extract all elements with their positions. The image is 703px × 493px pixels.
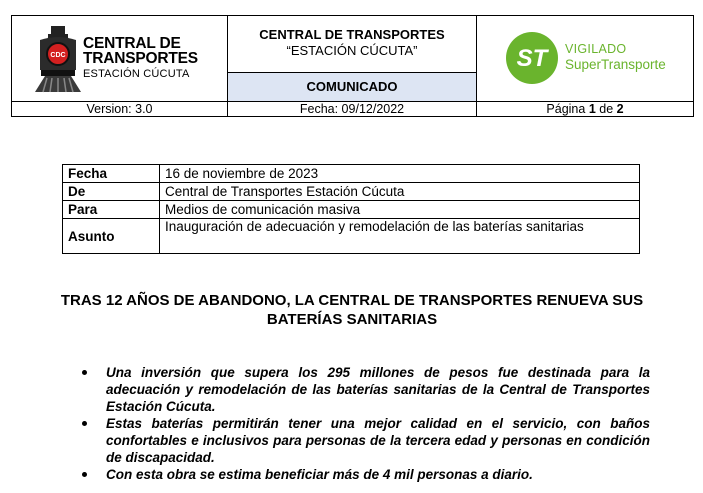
info-table — [62, 164, 640, 254]
document-header — [11, 15, 694, 117]
row-value: Medios de comunicación masiva — [160, 201, 640, 219]
logo-name-line1: CENTRAL DE — [83, 35, 181, 52]
header-title-block — [228, 16, 476, 73]
list-item-text: Una inversión que supera los 295 millones de pesos fue destinada para la adecuación y remodelación de las baterías sanitarias de la Central de Transportes Estación Cúcuta. — [106, 365, 650, 414]
bullet-icon — [82, 421, 87, 426]
page-cell — [477, 102, 693, 117]
list-item — [80, 415, 650, 466]
bullet-list — [80, 364, 650, 483]
list-item-text: Estas baterías permitirán tener una mejor calidad en el servicio, con baños confortables e inclusivos para personas de la tercera edad y personas en condición de discapacidad. — [106, 416, 650, 465]
table-row — [63, 219, 640, 254]
row-label: De — [63, 183, 160, 201]
supertransporte-label: SuperTransporte — [565, 57, 666, 72]
row-value: Central de Transportes Estación Cúcuta — [160, 183, 640, 201]
supertransporte-logo — [477, 16, 693, 101]
row-label: Para — [63, 201, 160, 219]
row-value: Inauguración de adecuación y remodelación de las baterías sanitarias — [160, 219, 640, 254]
page-total: 2 — [616, 102, 624, 116]
logo-badge-text: CDC — [50, 52, 66, 59]
page-mid: de — [595, 102, 617, 116]
headline: TRAS 12 AÑOS DE ABANDONO, LA CENTRAL DE TRANSPORTES RENUEVA SUS BATERÍAS SANITARIAS — [60, 292, 644, 328]
table-row — [63, 201, 640, 219]
header-title: CENTRAL DE TRANSPORTES — [259, 27, 445, 42]
row-label: Asunto — [63, 219, 160, 254]
train-icon — [35, 26, 81, 94]
list-item-text: Con esta obra se estima beneficiar más de 4 mil personas a diario. — [106, 467, 533, 482]
page-prefix: Página — [546, 102, 589, 116]
row-label: Fecha — [63, 165, 160, 183]
central-transportes-logo — [12, 16, 228, 101]
bullet-icon — [82, 472, 87, 477]
logo-subtitle: ESTACIÓN CÚCUTA — [83, 68, 190, 80]
fecha-cell: Fecha: 09/12/2022 — [228, 102, 477, 117]
logo-name — [83, 36, 198, 66]
version-cell: Version: 3.0 — [12, 102, 228, 117]
table-row — [63, 165, 640, 183]
supertransporte-icon — [505, 31, 559, 85]
list-item — [80, 364, 650, 415]
header-subtitle: “ESTACIÓN CÚCUTA” — [286, 43, 418, 58]
vigilado-label: VIGILADO — [565, 42, 627, 56]
list-item — [80, 466, 650, 483]
row-value: 16 de noviembre de 2023 — [160, 165, 640, 183]
page-current: 1 — [588, 102, 596, 116]
header-meta-row — [12, 101, 693, 117]
table-row — [63, 183, 640, 201]
header-center — [228, 16, 477, 101]
st-mark-text: ST — [516, 45, 548, 72]
logo-name-line2: TRANSPORTES — [83, 50, 198, 67]
doc-type-label: COMUNICADO — [228, 73, 476, 101]
bullet-icon — [82, 370, 87, 375]
